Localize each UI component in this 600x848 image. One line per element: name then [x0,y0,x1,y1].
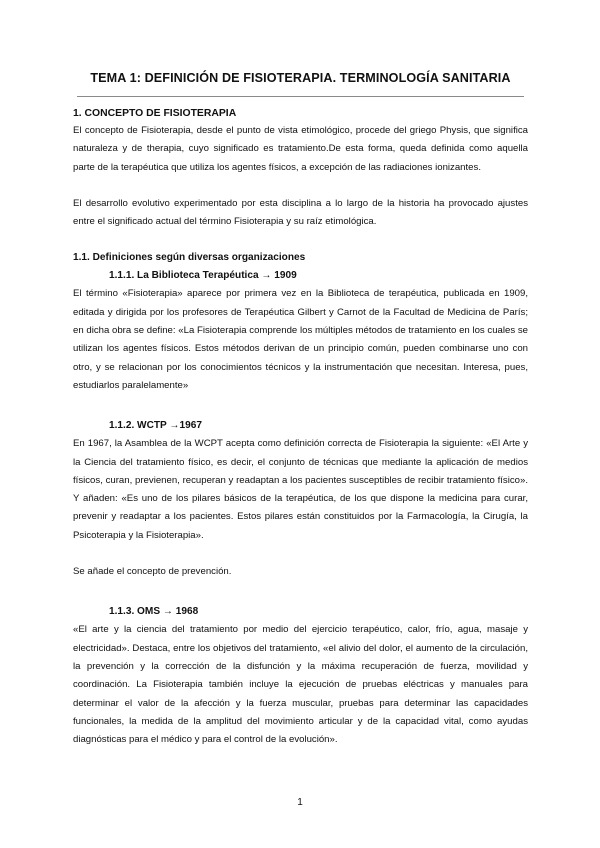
section-heading-concepto: 1. CONCEPTO DE FISIOTERAPIA [73,108,237,119]
page-number: 1 [297,797,303,808]
paragraph-biblioteca: El término «Fisioterapia» aparece por primera vez en la Biblioteca de terapéutica, publicada en 1909, editada y dirigida por los profesores de Terapéutica Gilbert y Carnot de la Facultad de Medicina de París; en dicha obra se define: «La Fisioterapia comprende los múltiples métodos de tratamiento en los cuales se utilizan los agentes físicos. Estos métodos derivan de un principio común, pueden combinarse uno con otro, y se relacionan por los conocimientos técnicos y la instrumentación que necesitan. Interesa, pues, estudiarlos paralelamente» [73,288,528,391]
paragraph-desarrollo: El desarrollo evolutivo experimentado por esta disciplina a lo largo de la historia ha provocado ajustes entre el significado actual del término Fisioterapia y su raíz etimológica. [73,197,528,228]
subsubsection-heading-oms: 1.1.3. OMS → 1968 [109,606,199,618]
subsection-heading-definiciones: 1.1. Definiciones según diversas organizaciones [73,252,306,264]
paragraph-prevencion-note: Se añade el concepto de prevención. [73,566,232,578]
paragraph-wcpt: En 1967, la Asamblea de la WCPT acepta como definición correcta de Fisioterapia la siguiente: «El Arte y la Ciencia del tratamiento físico, es decir, el conjunto de técnicas que mediante la aplicación de medios físicos, curan, previenen, recuperan y readaptan a los pacientes susceptibles de recibir tratamiento físico». Y añaden: «Es uno de los pilares básicos de la terapéutica, de los que dispone la medicina para curar, prevenir y readaptar a los pacientes. Estos pilares están constituidos por la Farmacología, la Cirugía, la Psicoterapia y la Fisioterapia». [73,438,528,541]
document-title: TEMA 1: DEFINICIÓN DE FISIOTERAPIA. TERMINOLOGÍA SANITARIA [90,71,511,85]
paragraph-oms: «El arte y la ciencia del tratamiento por medio del ejercicio terapéutico, calor, frío, agua, masaje y electricidad». Destaca, entre los objetivos del tratamiento, «el alivio del dolor, el aumento de la circulación, la prevención y la corrección de la disfunción y la máxima recuperación de fuerza, movilidad y coordinación. La Fisioterapia también incluye la ejecución de pruebas eléctricas y manuales para determinar el valor de la afección y la fuerza muscular, pruebas para determinar las capacidades funcionales, la medida de la amplitud del movimiento articular y de la capacidad vital, como ayudas diagnósticas para el médico y para el control de la evolución». [73,624,528,746]
title-divider [77,96,524,97]
subsubsection-heading-wcpt: 1.1.2. WCTP →1967 [109,420,202,432]
paragraph-etimologia: El concepto de Fisioterapia, desde el punto de vista etimológico, procede del griego Physis, que significa naturaleza y de therapia, cuyo significado es tratamiento.De esta forma, queda definida como aquella parte de la terapéutica que utiliza los agentes físicos, a excepción de las radiaciones ionizantes. [73,125,528,173]
subsubsection-heading-biblioteca: 1.1.1. La Biblioteca Terapéutica → 1909 [109,270,297,282]
